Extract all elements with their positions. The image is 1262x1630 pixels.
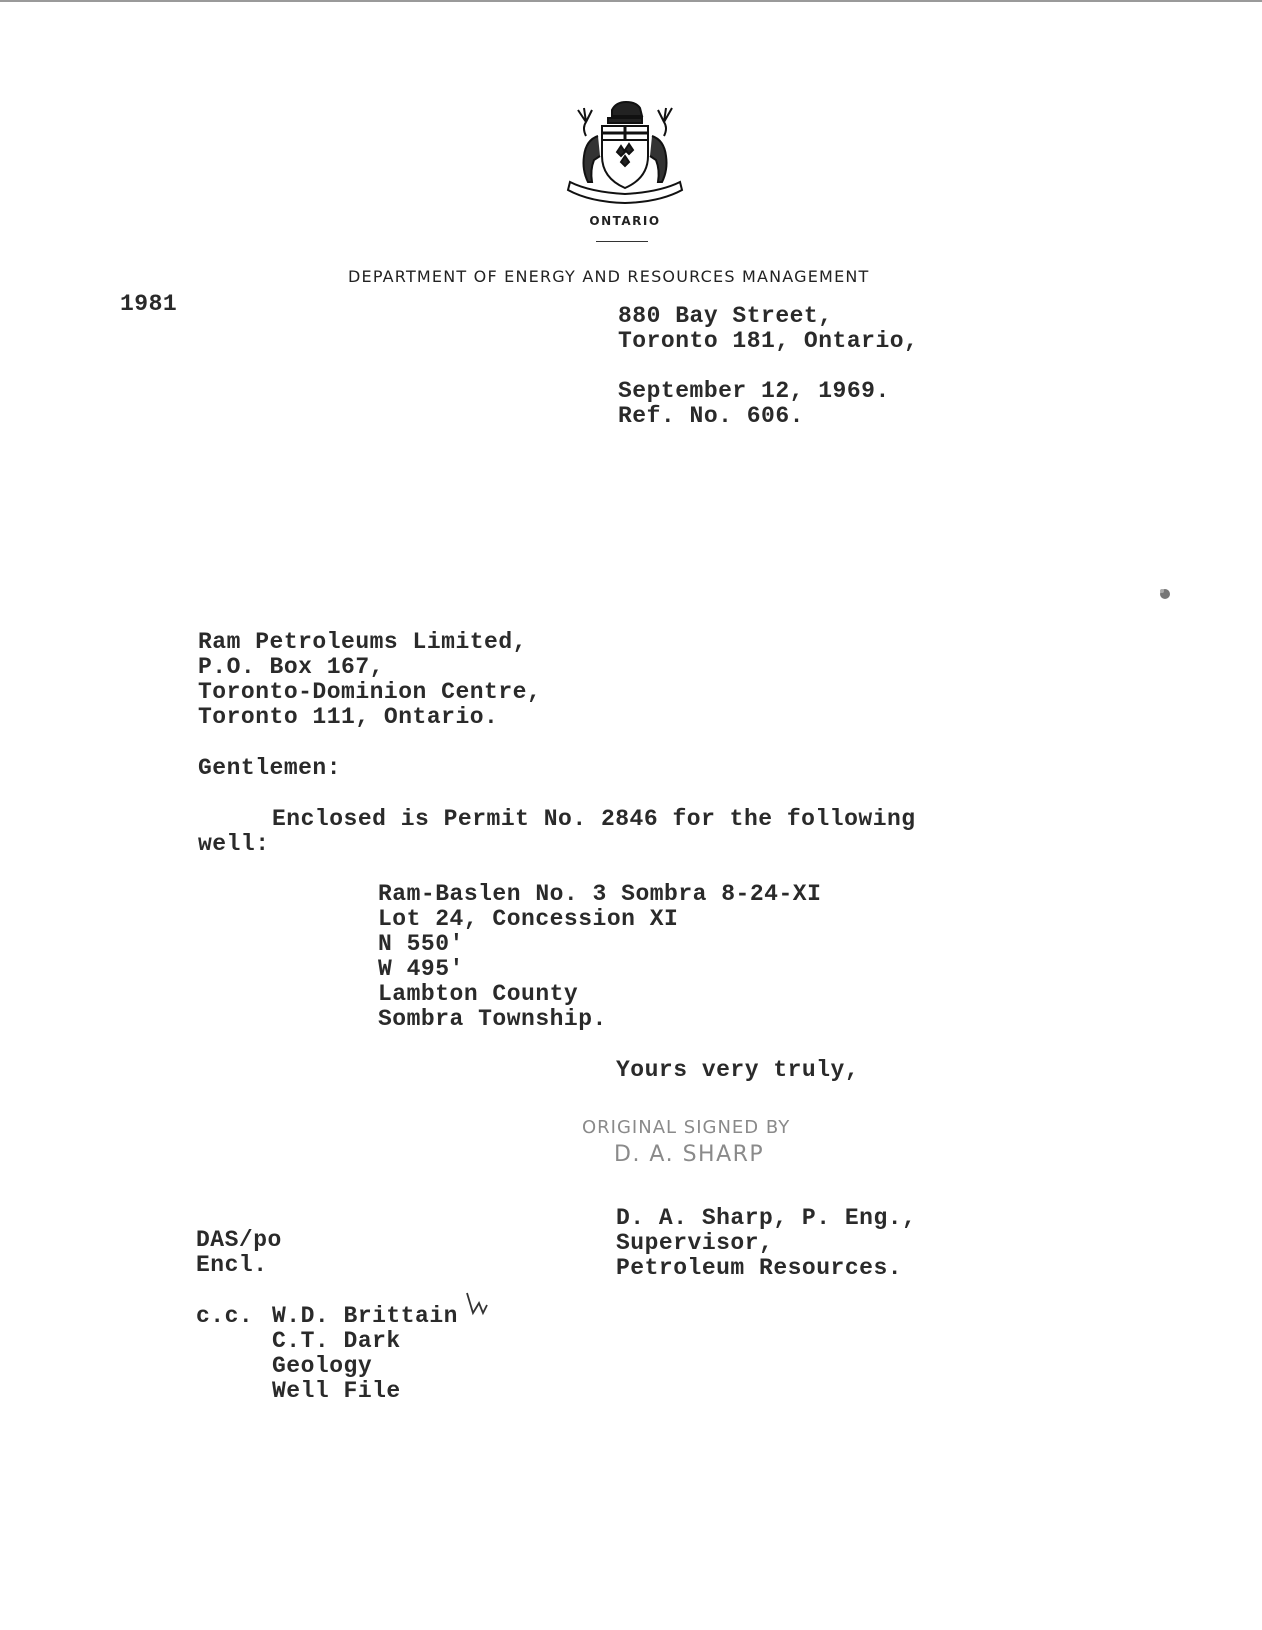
sender-address-line: 880 Bay Street, <box>618 303 833 329</box>
well-detail-line: N 550' <box>378 931 464 957</box>
cc-recipient: Well File <box>272 1378 401 1404</box>
well-detail-line: W 495' <box>378 956 464 982</box>
signature-line: D. A. Sharp, P. Eng., <box>616 1205 917 1231</box>
recipient-address-line: Ram Petroleums Limited, <box>198 629 527 655</box>
signature-stamp-name: D. A. SHARP <box>614 1142 765 1167</box>
sender-address-line: Toronto 181, Ontario, <box>618 328 919 354</box>
cc-recipient: C.T. Dark <box>272 1328 401 1354</box>
well-detail-line: Lot 24, Concession XI <box>378 906 679 932</box>
well-detail-line: Sombra Township. <box>378 1006 607 1032</box>
cc-label: c.c. <box>196 1303 254 1329</box>
checkmark-icon <box>465 1291 489 1321</box>
signature-line: Petroleum Resources. <box>616 1255 903 1281</box>
scan-top-edge <box>0 0 1262 2</box>
typist-initials: DAS/po <box>196 1227 282 1253</box>
recipient-address-line: P.O. Box 167, <box>198 654 384 680</box>
crest-divider <box>596 241 648 242</box>
letter-date: September 12, 1969. <box>618 378 890 404</box>
file-number: 1981 <box>120 291 178 317</box>
scan-smudge-icon <box>1158 587 1172 601</box>
closing: Yours very truly, <box>616 1057 860 1083</box>
enclosure-note: Encl. <box>196 1252 268 1278</box>
body-line: Enclosed is Permit No. 2846 for the following <box>272 806 916 832</box>
province-name: ONTARIO <box>589 214 661 228</box>
signature-line: Supervisor, <box>616 1230 774 1256</box>
recipient-address-line: Toronto-Dominion Centre, <box>198 679 542 705</box>
well-detail-line: Lambton County <box>378 981 579 1007</box>
reference-number: Ref. No. 606. <box>618 403 804 429</box>
department-name: DEPARTMENT OF ENERGY AND RESOURCES MANAGEMENT <box>348 267 870 286</box>
signature-stamp-line: ORIGINAL SIGNED BY <box>582 1117 791 1138</box>
salutation: Gentlemen: <box>198 755 342 781</box>
cc-recipient: W.D. Brittain <box>272 1303 458 1329</box>
ontario-coat-of-arms-icon <box>560 96 690 208</box>
recipient-address-line: Toronto 111, Ontario. <box>198 704 499 730</box>
well-detail-line: Ram-Baslen No. 3 Sombra 8-24-XI <box>378 881 822 907</box>
cc-recipient: Geology <box>272 1353 373 1379</box>
body-line: well: <box>198 831 270 857</box>
